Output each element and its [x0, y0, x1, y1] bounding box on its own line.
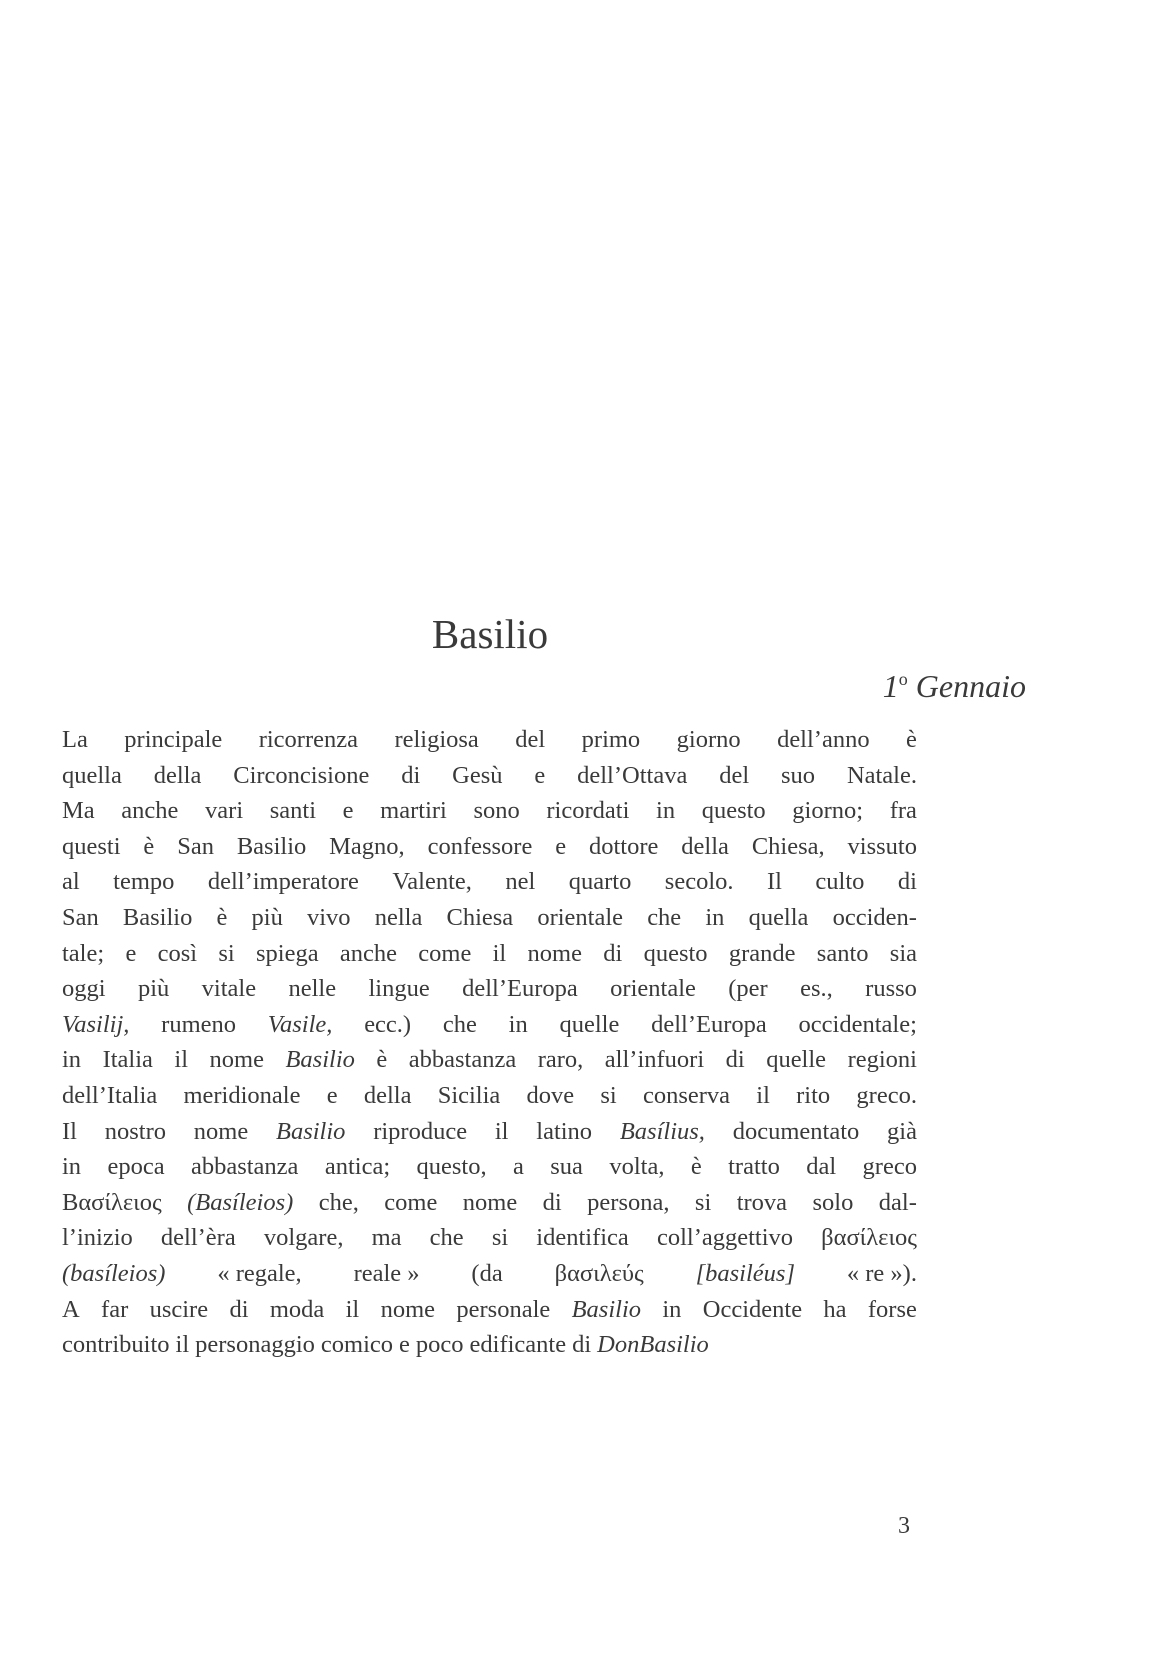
word: confessore [427, 832, 533, 860]
word: personaggio [195, 1331, 315, 1359]
word: a [513, 1153, 524, 1181]
body-text [62, 722, 917, 1363]
word: il [174, 1046, 189, 1074]
word: dell’èra [160, 1224, 236, 1252]
word: il [175, 1331, 190, 1359]
word: Il [766, 868, 782, 896]
word: giorno; [792, 797, 864, 825]
word: già [887, 1117, 917, 1145]
word: e [399, 1331, 410, 1359]
word: ma [371, 1224, 402, 1252]
word: volta, [609, 1153, 665, 1181]
word: anche [121, 797, 179, 825]
word: si [600, 1081, 617, 1109]
word: della [153, 761, 202, 789]
word: « regale, [217, 1259, 302, 1287]
word: questo, [416, 1153, 487, 1181]
word: meridionale [183, 1081, 301, 1109]
word: che, [318, 1188, 359, 1216]
word: è [690, 1153, 702, 1181]
word: Basilio [236, 832, 307, 860]
word: è [143, 832, 155, 860]
word: di [603, 939, 623, 967]
word: della [681, 832, 729, 860]
word: orientale [537, 903, 624, 931]
text-line [62, 936, 917, 972]
text-line [62, 1042, 917, 1078]
text-line [62, 1256, 917, 1292]
word: martiri [380, 797, 447, 825]
word: identifica [536, 1224, 629, 1252]
word: dal- [878, 1188, 917, 1216]
word: trova [736, 1188, 788, 1216]
word: riproduce [373, 1117, 468, 1145]
word: dell’Europa [651, 1010, 767, 1038]
word: dottore [589, 832, 659, 860]
word: (Basíleios) [187, 1188, 294, 1216]
word: tratto [728, 1153, 780, 1181]
word: tempo [113, 868, 175, 896]
word: « re »). [846, 1259, 917, 1287]
word: vivo [306, 903, 351, 931]
word: dove [526, 1081, 575, 1109]
word: dell’imperatore [207, 868, 359, 896]
text-line [62, 864, 917, 900]
word: così [157, 939, 198, 967]
word: come [384, 1188, 438, 1216]
text-line [62, 1149, 917, 1185]
word: questi [62, 832, 121, 860]
word: santi [269, 797, 317, 825]
word: lingue [368, 975, 430, 1003]
word: abbastanza [408, 1046, 517, 1074]
word: quelle [766, 1046, 827, 1074]
word: è [376, 1046, 388, 1074]
word: fra [889, 797, 917, 825]
text-line [62, 758, 917, 794]
word: Basilio [122, 903, 193, 931]
word: in [62, 1153, 82, 1181]
word: il [494, 1117, 509, 1145]
word: in [62, 1046, 82, 1074]
text-line [62, 1114, 917, 1150]
word: Il [62, 1117, 77, 1145]
word: primo [581, 726, 641, 753]
word: Basilio [639, 1331, 709, 1359]
word: nome [193, 1117, 249, 1145]
word: spiega [255, 939, 319, 967]
word: questo [643, 939, 708, 967]
word: secolo. [664, 868, 734, 896]
word: sono [473, 797, 520, 825]
word: si [694, 1188, 712, 1216]
word: che [442, 1010, 477, 1038]
word: principale [124, 726, 223, 753]
word: nome [380, 1295, 436, 1323]
word: Basilio [571, 1295, 642, 1323]
word: persona, [587, 1188, 670, 1216]
word: di [572, 1331, 592, 1359]
word: es., [800, 975, 833, 1003]
word: dell’Europa [462, 975, 578, 1003]
word: culto [815, 868, 865, 896]
word: poco [415, 1331, 464, 1359]
word: Gesù [452, 761, 503, 789]
word: coll’aggettivo [656, 1224, 794, 1252]
word: San [62, 903, 99, 931]
text-line [62, 971, 917, 1007]
word: è [216, 903, 228, 931]
word: nome [527, 939, 582, 967]
word: Vasilij, [62, 1010, 130, 1038]
word: e [342, 797, 354, 825]
text-line [62, 1327, 917, 1363]
word: La [62, 726, 88, 753]
word: di [542, 1188, 562, 1216]
word: moda [269, 1295, 325, 1323]
word: Chiesa, [751, 832, 825, 860]
word: dell’Italia [62, 1081, 158, 1109]
word: edificante [469, 1331, 567, 1359]
word: nelle [288, 975, 337, 1003]
word: ricordati [546, 797, 630, 825]
word: solo [812, 1188, 854, 1216]
word: βασιλεύς [554, 1259, 644, 1287]
word: epoca [107, 1153, 165, 1181]
word: dell’anno [777, 726, 870, 753]
word: Ma [62, 797, 95, 825]
word: Italia [102, 1046, 153, 1074]
word: San [177, 832, 214, 860]
word: documentato [732, 1117, 860, 1145]
word: Circoncisione [233, 761, 370, 789]
word: ricorrenza [258, 726, 358, 753]
word: l’inizio [62, 1224, 133, 1252]
word: vari [205, 797, 244, 825]
word: tale; [62, 939, 105, 967]
text-line [62, 829, 917, 865]
word: è [906, 726, 917, 753]
date-day: 1 [882, 668, 899, 704]
word: e [125, 939, 137, 967]
word: Valente, [392, 868, 472, 896]
word: del [515, 726, 546, 753]
page-title: Basilio [431, 611, 549, 657]
word: di [897, 868, 917, 896]
word: rito [796, 1081, 831, 1109]
word: suo [781, 761, 816, 789]
word: che [647, 903, 682, 931]
word: volgare, [263, 1224, 344, 1252]
text-line [62, 1007, 917, 1043]
word: russo [865, 975, 917, 1003]
word: Don [597, 1331, 640, 1359]
word: Sicilia [437, 1081, 501, 1109]
word: giorno [676, 726, 741, 753]
word: oggi [62, 975, 106, 1003]
word: Basilio [276, 1117, 346, 1145]
word: orientale [610, 975, 696, 1003]
word: greco [862, 1153, 917, 1181]
page-number: 3 [898, 1513, 910, 1539]
word: quella [748, 903, 809, 931]
word: quarto [568, 868, 632, 896]
word: in [508, 1010, 528, 1038]
word: all’infuori [604, 1046, 705, 1074]
word: (da [471, 1259, 503, 1287]
word: far [101, 1295, 129, 1323]
word: raro, [537, 1046, 584, 1074]
word: Natale. [846, 761, 917, 789]
word: Βασίλειος [62, 1188, 162, 1216]
word: grande [728, 939, 796, 967]
word: di [725, 1046, 745, 1074]
word: più [251, 903, 283, 931]
word: uscire [149, 1295, 209, 1323]
word: βασίλειος [821, 1224, 917, 1252]
word: vitale [201, 975, 257, 1003]
word: Occidente [702, 1295, 803, 1323]
word: personale [456, 1295, 551, 1323]
word: in [705, 903, 725, 931]
word: in [662, 1295, 682, 1323]
word: nome [209, 1046, 264, 1074]
word: del [719, 761, 750, 789]
word: questo [701, 797, 766, 825]
word: latino [536, 1117, 593, 1145]
word: (per [728, 975, 768, 1003]
word: e [326, 1081, 338, 1109]
word: sia [889, 939, 917, 967]
date-month: Gennaio [915, 668, 1026, 704]
word: greco. [856, 1081, 917, 1109]
word: regioni [847, 1046, 917, 1074]
word: della [363, 1081, 412, 1109]
word: forse [867, 1295, 917, 1323]
word: nel [505, 868, 536, 896]
word: reale » [353, 1259, 420, 1287]
text-line [62, 793, 917, 829]
text-line [62, 900, 917, 936]
word: santo [816, 939, 869, 967]
word: e [534, 761, 546, 789]
word: Basílius, [619, 1117, 705, 1145]
word: occiden- [832, 903, 917, 931]
word: il [492, 939, 507, 967]
word: ha [823, 1295, 847, 1323]
text-line [62, 722, 917, 758]
word: abbastanza [190, 1153, 299, 1181]
word: Vasile, [267, 1010, 333, 1038]
word: il [345, 1295, 360, 1323]
word: e [555, 832, 567, 860]
text-line [62, 1078, 917, 1114]
word: sua [550, 1153, 583, 1181]
word: quella [62, 761, 122, 789]
feast-date [883, 668, 1026, 705]
word: conserva [642, 1081, 731, 1109]
text-line [62, 1292, 917, 1328]
word: A [62, 1295, 80, 1323]
word: si [218, 939, 235, 967]
word: anche [339, 939, 397, 967]
word: rumeno [161, 1010, 236, 1038]
word: più [137, 975, 170, 1003]
word: nostro [104, 1117, 166, 1145]
word: si [491, 1224, 509, 1252]
word: nome [462, 1188, 518, 1216]
word: (basíleios) [62, 1259, 166, 1287]
text-line [62, 1220, 917, 1256]
word: di [229, 1295, 249, 1323]
word: al [62, 868, 80, 896]
word: vissuto [847, 832, 917, 860]
word: di [401, 761, 421, 789]
word: ecc.) [364, 1010, 412, 1038]
word: in [656, 797, 676, 825]
word: religiosa [394, 726, 479, 753]
word: comico [320, 1331, 394, 1359]
word: nella [374, 903, 423, 931]
word: come [418, 939, 472, 967]
word: [basiléus] [695, 1259, 795, 1287]
word: che [429, 1224, 464, 1252]
word: contribuito [62, 1331, 170, 1359]
word: dell’Ottava [577, 761, 688, 789]
word: dal [806, 1153, 837, 1181]
word: il [756, 1081, 770, 1109]
word: Chiesa [446, 903, 514, 931]
word: quelle [559, 1010, 620, 1038]
text-line [62, 1185, 917, 1221]
word: Magno, [329, 832, 405, 860]
word: Basilio [285, 1046, 355, 1074]
word: occidentale; [798, 1010, 917, 1038]
date-ordinal-mark: o [898, 669, 908, 689]
word: antica; [324, 1153, 391, 1181]
